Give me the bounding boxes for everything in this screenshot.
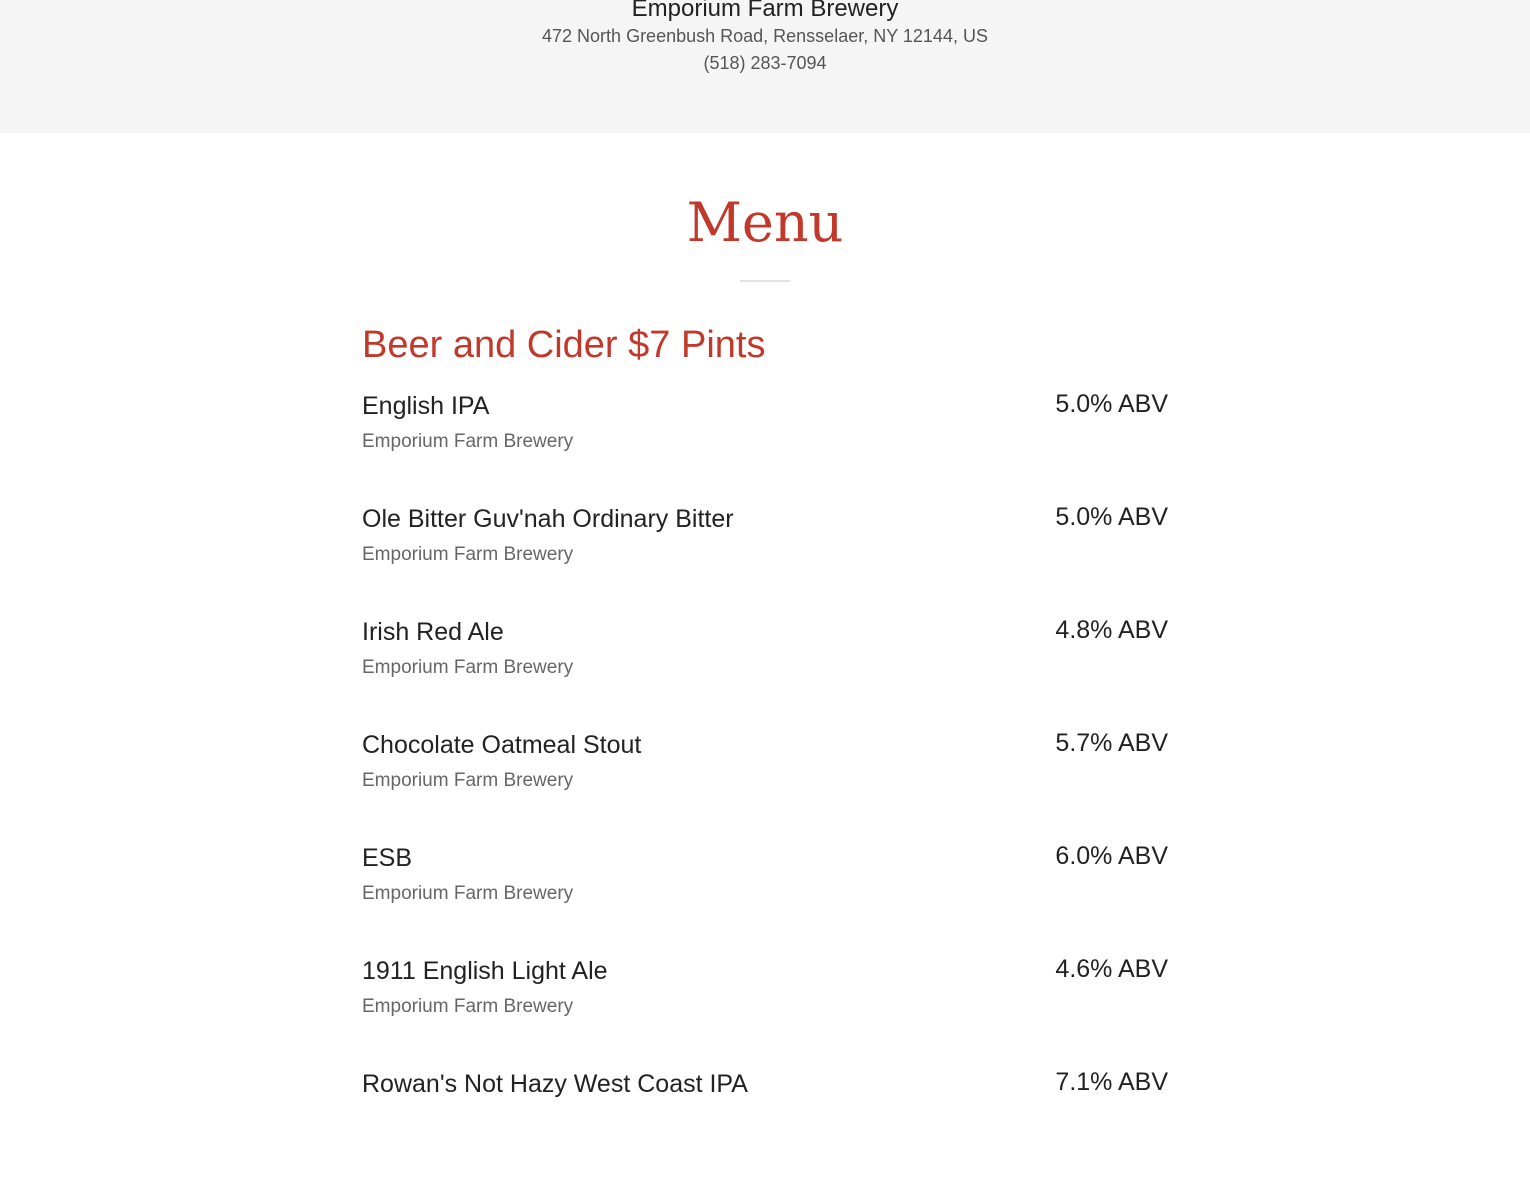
menu-item-abv: 5.7% ABV (1055, 729, 1168, 757)
menu-item-abv: 5.0% ABV (1055, 390, 1168, 418)
menu-item-abv: 4.6% ABV (1055, 955, 1168, 983)
menu-item (362, 953, 1168, 1066)
venue-address: 472 North Greenbush Road, Rensselaer, NY 12144, US (542, 26, 988, 46)
menu-item (362, 727, 1168, 840)
menu-item-name: 1911 English Light Ale (362, 957, 608, 985)
menu-item-brewery: Emporium Farm Brewery (362, 883, 574, 904)
section-title: Beer and Cider $7 Pints (362, 324, 766, 366)
menu-item-abv: 5.0% ABV (1055, 503, 1168, 531)
menu-item-name: Rowan's Not Hazy West Coast IPA (362, 1070, 748, 1098)
menu-item-name: Chocolate Oatmeal Stout (362, 731, 642, 759)
menu-item (362, 1066, 1168, 1179)
venue-header (0, 0, 1530, 133)
menu-item (362, 840, 1168, 953)
menu-item-abv: 6.0% ABV (1055, 842, 1168, 870)
menu-item-brewery: Emporium Farm Brewery (362, 544, 574, 565)
menu-item-brewery: Emporium Farm Brewery (362, 431, 574, 452)
menu-item (362, 501, 1168, 614)
menu-title: Menu (686, 191, 844, 254)
menu-item-name: Irish Red Ale (362, 618, 504, 646)
menu-item-name: ESB (362, 844, 413, 872)
menu-divider (740, 280, 790, 282)
menu-item-name: English IPA (362, 392, 490, 420)
menu-item-abv: 4.8% ABV (1055, 616, 1168, 644)
menu-item-brewery: Emporium Farm Brewery (362, 996, 574, 1017)
menu-item-brewery: Emporium Farm Brewery (362, 770, 574, 791)
menu-item (362, 388, 1168, 501)
venue-name: Emporium Farm Brewery (631, 0, 899, 22)
menu-item (362, 614, 1168, 727)
venue-phone[interactable]: (518) 283-7094 (703, 53, 827, 73)
menu-item-abv: 7.1% ABV (1055, 1068, 1168, 1096)
menu-item-brewery: Emporium Farm Brewery (362, 657, 574, 678)
menu-item-name: Ole Bitter Guv'nah Ordinary Bitter (362, 505, 734, 533)
menu-item-list (362, 388, 1168, 1179)
